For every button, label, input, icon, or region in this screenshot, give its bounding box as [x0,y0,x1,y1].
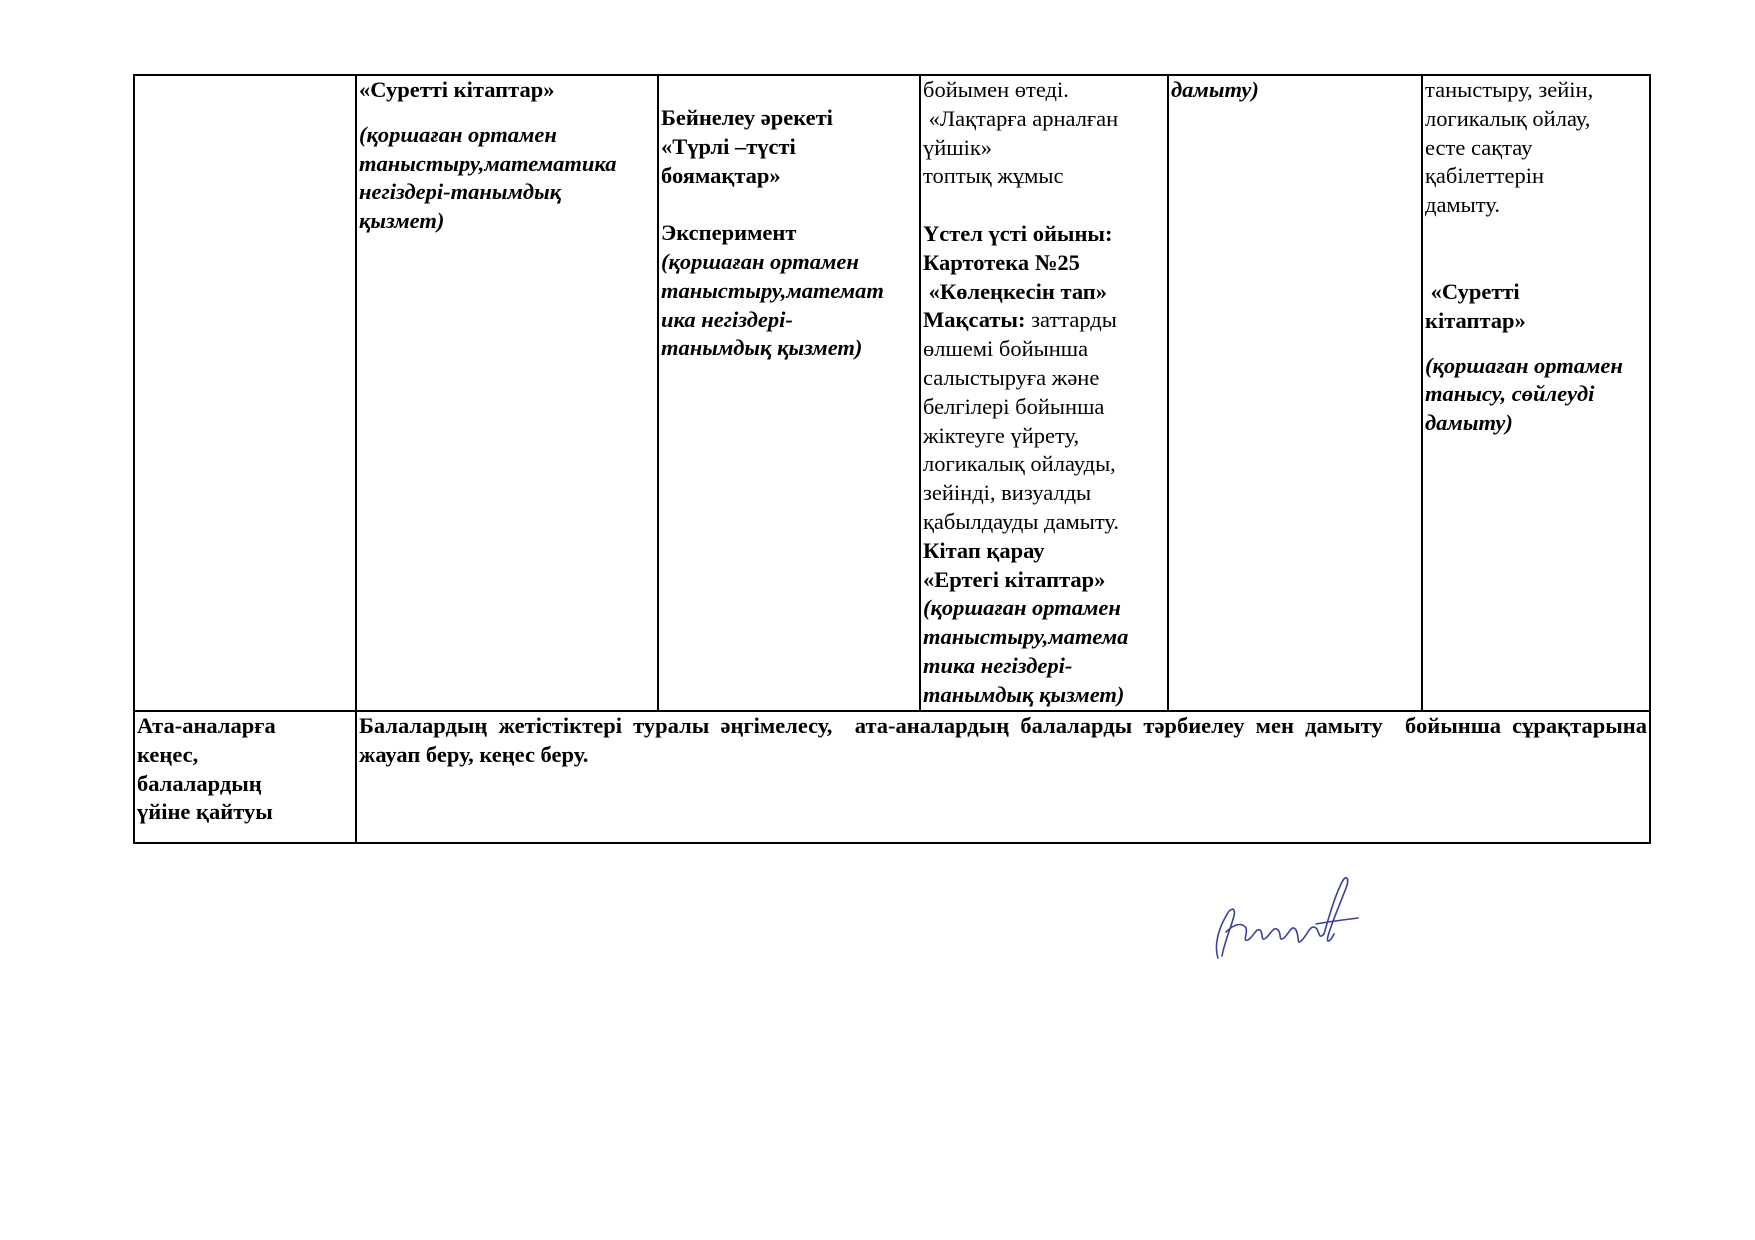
cell-column-4 [920,75,1168,711]
row-label-cell [134,711,356,843]
row-label-line: Ата-аналарға [137,713,276,738]
goal-text: заттарды [1025,307,1117,333]
parents-consultation-cell [356,711,1653,843]
schedule-table [133,74,1651,844]
area-line: (қоршаған ортамен [923,595,1121,621]
text-line: бойымен өтеді. [923,77,1069,102]
row-label-line: кеңес, [137,741,199,767]
activity-title-line: «Түрлі –түсті [661,133,796,159]
area-line: танысу, сөйлеуді [1425,381,1595,407]
game-title-line: «Көлеңкесін тап» [923,278,1107,304]
goal-line: қабылдауды дамыту. [923,508,1119,534]
book-title-line: кітаптар» [1425,307,1526,333]
text-line: логикалық ойлау, [1425,105,1591,131]
goal-line: зейінді, визуалды [923,480,1092,506]
book-title-line: Кітап қарау [923,537,1045,563]
goal-label: Мақсаты: [923,307,1026,333]
area-line: негіздері-танымдық [359,179,562,205]
text-line: «Лақтарға арналған [923,105,1119,131]
activity-title-line: боямақтар» [661,162,781,188]
goal-line: жіктеуге үйрету, [923,422,1080,448]
goal-line: өлшемі бойынша [923,336,1089,362]
book-title: «Суретті кітаптар» [359,77,555,102]
area-line: таныстыру,математ [661,277,884,303]
table-row-activities [134,75,1650,711]
area-line: танымдық қызмет) [661,335,863,361]
goal-line: логикалық ойлауды, [923,451,1116,477]
parents-consultation-text: Балалардың жетістіктері туралы әңгімелесу, ата-аналардың балаларды тәрбиелеу мен дамыту бойынша сұрақтарына жауап беру, кеңес беру. [359,713,1653,767]
row-label-line: балалардың [137,770,262,796]
area-line: қызмет) [359,208,445,234]
row-label-line: үйіне қайтуы [137,799,273,825]
area-line: (қоршаған ортамен [661,248,859,274]
cell-column-5 [1168,75,1422,711]
cell-column-6 [1422,75,1650,711]
text-line: дамыту. [1425,192,1500,218]
area-line: (қоршаған ортамен [1425,352,1623,378]
area-line: (қоршаған ортамен [359,121,557,147]
goal-line [923,306,1165,335]
game-title-line: Үстел үсті ойыны: [923,220,1113,246]
signature-strokes [1216,878,1358,958]
cell-column-2 [356,75,658,711]
area-line: дамыту) [1425,410,1513,436]
area-line: танымдық қызмет) [923,681,1125,707]
book-title-line: «Ертегі кітаптар» [923,566,1106,592]
text-line: қабілеттерін [1425,163,1545,189]
text-line: есте сақтау [1425,134,1533,160]
continuation-text: дамыту) [1171,77,1259,102]
area-line: таныстыру,матема [923,624,1129,650]
goal-line: салыстыруға және [923,364,1100,390]
experiment-label: Эксперимент [661,220,797,246]
text-line: топтық жұмыс [923,163,1064,189]
area-line: ика негіздері- [661,306,793,332]
cell-column-3 [658,75,920,711]
game-title-line: Картотека №25 [923,249,1080,275]
table-row-parents [134,711,1650,843]
text-line: үйшік» [923,134,993,160]
goal-line: белгілері бойынша [923,393,1105,419]
text-line: таныстыру, зейін, [1425,77,1594,102]
activity-title-line: Бейнелеу әрекеті [661,105,833,130]
area-line: тика негіздері- [923,652,1073,678]
book-title-line: «Суретті [1425,278,1520,304]
empty-label-cell [134,75,356,711]
handwritten-signature [1212,872,1362,964]
area-line: таныстыру,математика [359,150,617,176]
